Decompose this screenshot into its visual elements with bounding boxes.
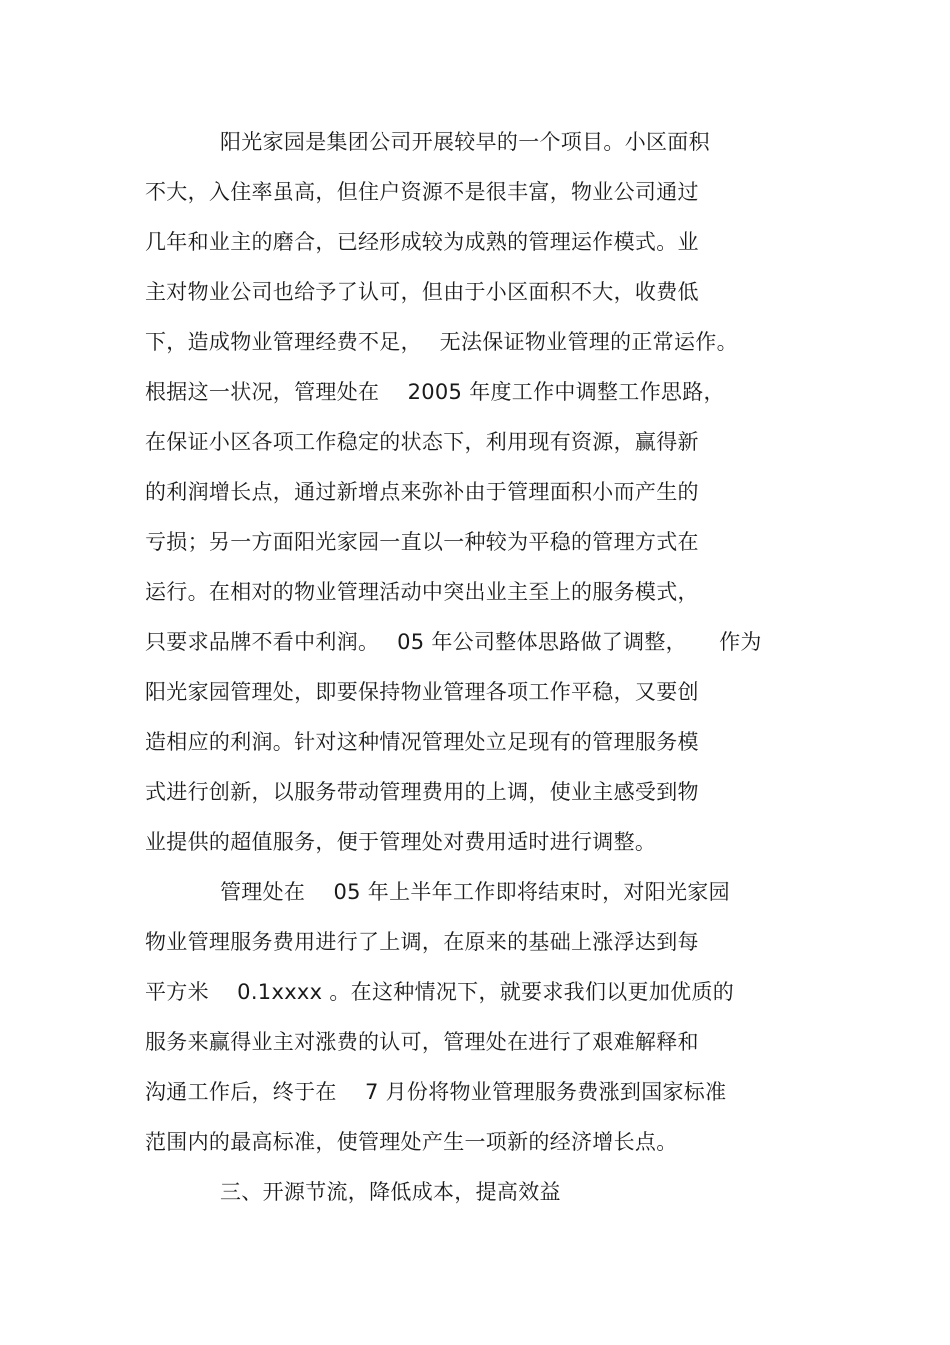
- section-heading: 三、开源节流，降低成本，提高效益: [220, 1180, 561, 1204]
- paragraph-1-line-9: 亏损；另一方面阳光家园一直以一种较为平稳的管理方式在: [145, 530, 699, 554]
- paragraph-1-line-12: 阳光家园管理处，即要保持物业管理各项工作平稳，又要创: [145, 680, 699, 704]
- paragraph-1-line-3: 几年和业主的磨合，已经形成较为成熟的管理运作模式。业: [145, 230, 699, 254]
- paragraph-1-line-8: 的利润增长点，通过新增点来弥补由于管理面积小而产生的: [145, 480, 699, 504]
- paragraph-1-line-6: 根据这一状况，管理处在 2005 年度工作中调整工作思路，: [145, 380, 725, 404]
- paragraph-2-line-2: 物业管理服务费用进行了上调，在原来的基础上涨浮达到每: [145, 930, 699, 954]
- paragraph-1-line-4: 主对物业公司也给予了认可，但由于小区面积不大，收费低: [145, 280, 699, 304]
- paragraph-1-line-13: 造相应的利润。针对这种情况管理处立足现有的管理服务模: [145, 730, 699, 754]
- paragraph-2-line-3: 平方米 0.1xxxx 。在这种情况下，就要求我们以更加优质的: [145, 980, 735, 1004]
- paragraph-1-line-7: 在保证小区各项工作稳定的状态下，利用现有资源，赢得新: [145, 430, 699, 454]
- paragraph-2-line-6: 范围内的最高标准，使管理处产生一项新的经济增长点。: [145, 1130, 678, 1154]
- paragraph-1-line-10: 运行。在相对的物业管理活动中突出业主至上的服务模式，: [145, 580, 699, 604]
- paragraph-1-line-11: 只要求品牌不看中利润。 05 年公司整体思路做了调整， 作为: [145, 630, 762, 654]
- paragraph-1-line-15: 业提供的超值服务，便于管理处对费用适时进行调整。: [145, 830, 657, 854]
- paragraph-1-line-14: 式进行创新，以服务带动管理费用的上调，使业主感受到物: [145, 780, 699, 804]
- paragraph-1-line-5: 下，造成物业管理经费不足， 无法保证物业管理的正常运作。: [145, 330, 738, 354]
- paragraph-2-line-1: 管理处在 05 年上半年工作即将结束时，对阳光家园: [220, 880, 730, 904]
- paragraph-2-line-5: 沟通工作后，终于在 7 月份将物业管理服务费涨到国家标准: [145, 1080, 727, 1104]
- paragraph-2-line-4: 服务来赢得业主对涨费的认可，管理处在进行了艰难解释和: [145, 1030, 699, 1054]
- paragraph-1-line-1: 阳光家园是集团公司开展较早的一个项目。小区面积: [220, 130, 710, 154]
- paragraph-1-line-2: 不大，入住率虽高，但住户资源不是很丰富，物业公司通过: [145, 180, 699, 204]
